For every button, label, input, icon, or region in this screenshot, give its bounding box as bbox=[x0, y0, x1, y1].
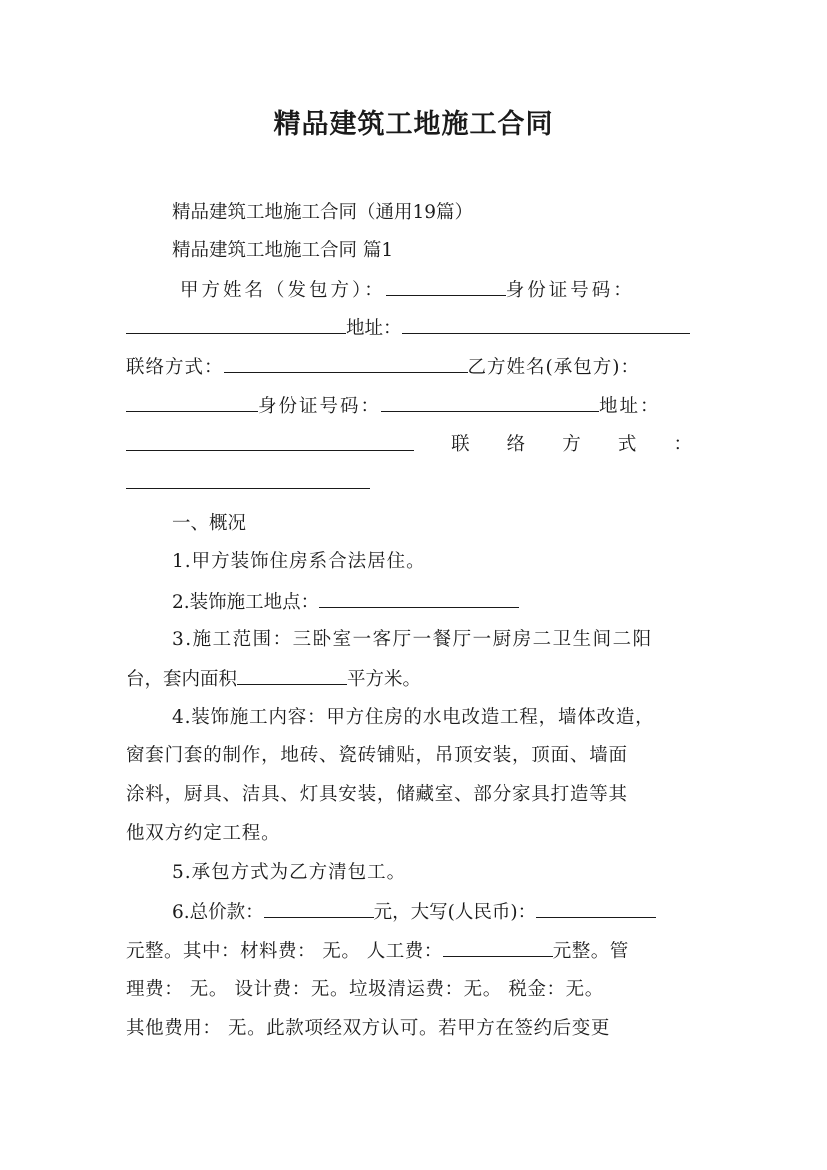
fee-breakdown-label: 元整。其中：材料费： 无。 人工费： bbox=[126, 941, 443, 962]
item-6-line-4: 其他费用： 无。此款项经双方认可。若甲方在签约后变更 bbox=[126, 1018, 610, 1039]
party-b-contact-line bbox=[126, 432, 692, 458]
chapter-heading: 精品建筑工地施工合同 篇1 bbox=[172, 240, 394, 261]
party-b-name-blank[interactable] bbox=[126, 393, 258, 412]
item-3-line-2 bbox=[126, 666, 421, 693]
party-b-contact-char-2: 络 bbox=[506, 434, 526, 455]
total-price-capital-blank[interactable] bbox=[536, 899, 656, 918]
total-price-capital-label: 元，大写(人民币)： bbox=[373, 902, 537, 923]
site-location-blank[interactable] bbox=[319, 589, 519, 608]
party-b-address-blank[interactable] bbox=[126, 432, 414, 451]
item-3-area-label: 台，套内面积 bbox=[126, 669, 238, 690]
fee-breakdown-cont: 元整。管 bbox=[552, 941, 629, 962]
party-a-contact-label: 联络方式： bbox=[126, 357, 224, 378]
party-b-contact-char-4: 式 bbox=[617, 434, 637, 455]
party-b-contact-char-1: 联 bbox=[451, 434, 470, 455]
party-b-contact-blank[interactable] bbox=[126, 470, 370, 489]
document-title: 精品建筑工地施工合同 bbox=[273, 109, 554, 140]
section-heading-overview: 一、概况 bbox=[172, 513, 247, 534]
party-a-address-blank[interactable] bbox=[402, 315, 690, 334]
item-4-line-1: 4.装饰施工内容：甲方住房的水电改造工程，墙体改造， bbox=[172, 707, 655, 728]
party-a-name-line bbox=[180, 277, 635, 304]
item-5: 5.承包方式为乙方清包工。 bbox=[172, 862, 407, 883]
party-b-name-label: 乙方姓名(承包方)： bbox=[467, 357, 640, 378]
party-b-address-label: 地址： bbox=[599, 396, 661, 417]
item-3-area-unit: 平方米。 bbox=[347, 669, 422, 690]
item-6-line-3: 理费： 无。 设计费：无。垃圾清运费：无。 税金：无。 bbox=[126, 979, 604, 1000]
party-a-id-address-line bbox=[126, 315, 690, 342]
item-2-line bbox=[172, 589, 519, 616]
party-a-name-blank[interactable] bbox=[386, 277, 506, 296]
party-a-name-label: 甲方姓名（发包方）： bbox=[180, 280, 386, 301]
total-price-label: 6.总价款： bbox=[172, 902, 264, 923]
item-6-line-1 bbox=[172, 899, 656, 926]
item-3-line-1: 3.施工范围：三卧室一客厅一餐厅一厨房二卫生间二阳 bbox=[172, 629, 653, 650]
party-b-id-address-line bbox=[126, 393, 661, 420]
labor-fee-blank[interactable] bbox=[443, 938, 553, 957]
item-4-line-4: 他双方约定工程。 bbox=[126, 823, 281, 844]
party-a-contact-blank[interactable] bbox=[224, 354, 468, 373]
party-a-address-label: 地址： bbox=[346, 318, 402, 339]
party-a-contact-line bbox=[126, 354, 640, 381]
item-4-line-3: 涂料，厨具、洁具、灯具安装，储藏室、部分家具打造等其 bbox=[126, 784, 628, 805]
party-a-id-label: 身份证号码： bbox=[505, 280, 635, 301]
party-b-id-blank[interactable] bbox=[381, 393, 599, 412]
party-b-id-label: 身份证号码： bbox=[258, 396, 382, 417]
item-1: 1.甲方装饰住房系合法居住。 bbox=[172, 551, 426, 572]
total-price-blank[interactable] bbox=[264, 899, 374, 918]
party-a-id-blank[interactable] bbox=[126, 315, 346, 334]
document-subtitle: 精品建筑工地施工合同（通用19篇） bbox=[172, 202, 474, 223]
item-6-line-2 bbox=[126, 938, 629, 965]
item-4-line-2: 窗套门套的制作，地砖、瓷砖铺贴，吊顶安装，顶面、墙面 bbox=[126, 745, 628, 766]
party-b-contact-blank-line bbox=[126, 470, 370, 497]
item-2-label: 2.装饰施工地点： bbox=[172, 592, 320, 613]
floor-area-blank[interactable] bbox=[237, 666, 347, 685]
party-b-contact-char-5: ： bbox=[673, 434, 692, 455]
party-b-contact-char-3: 方 bbox=[562, 434, 581, 455]
